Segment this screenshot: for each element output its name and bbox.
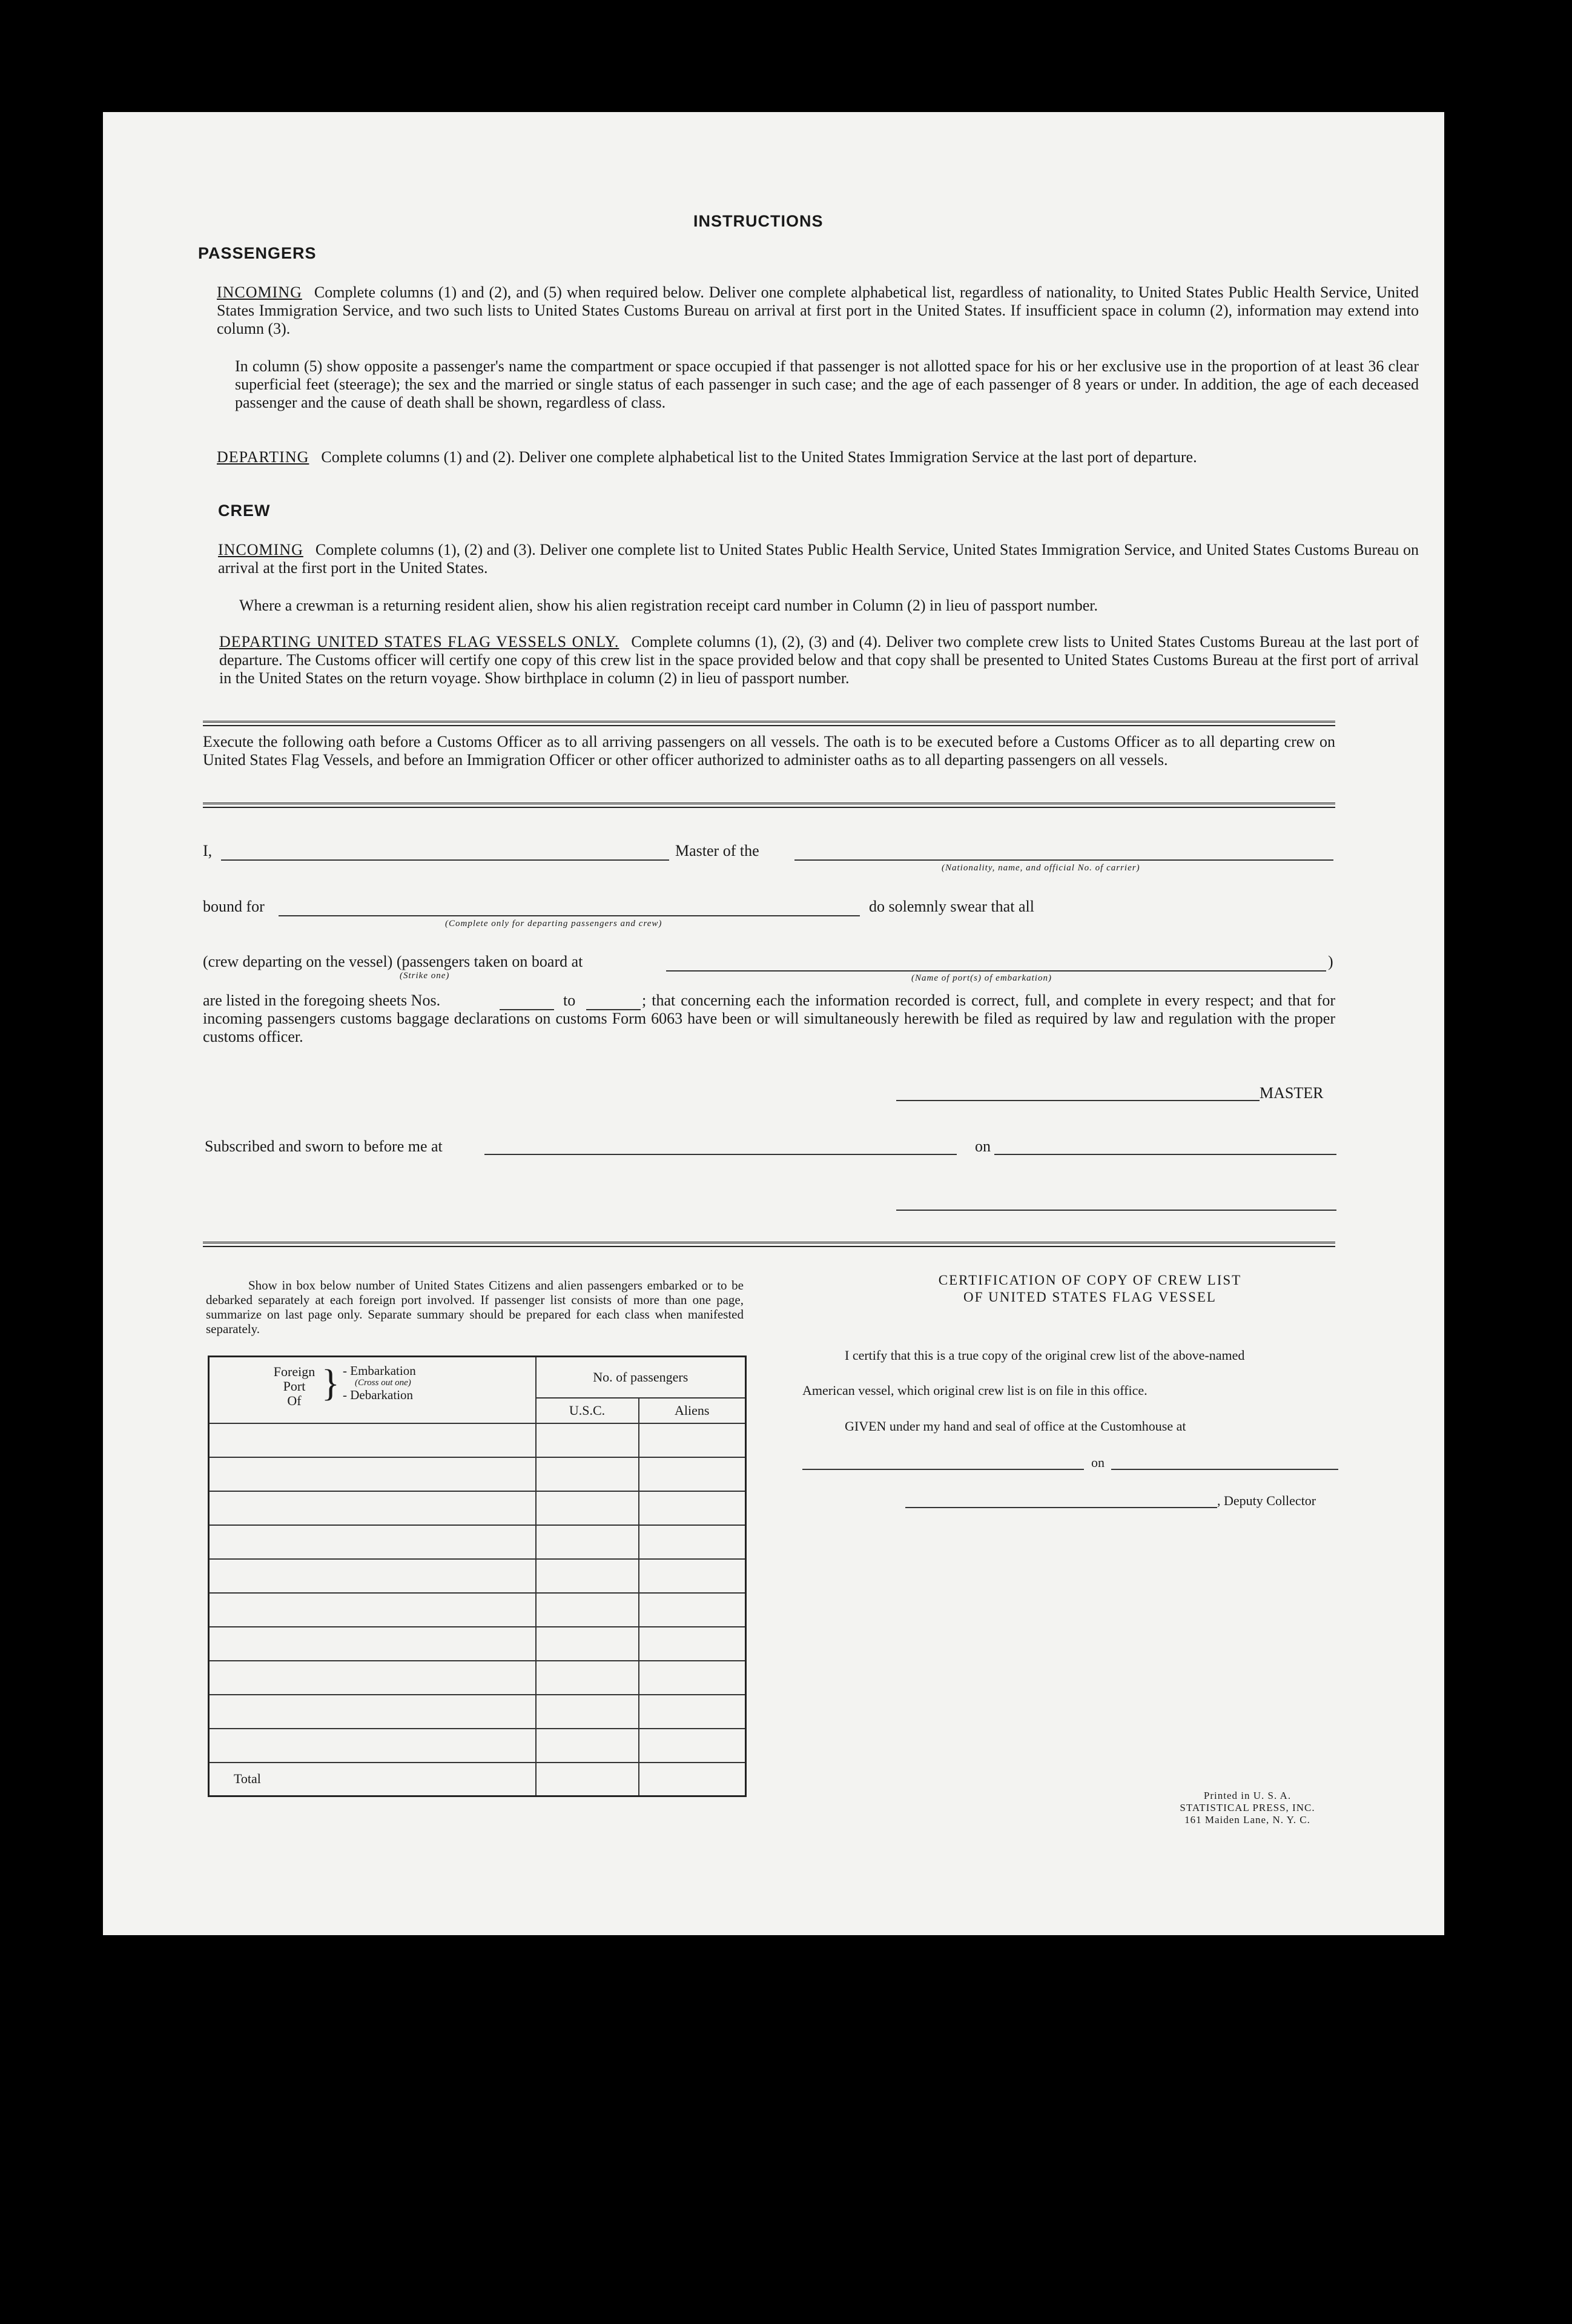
table-row [209,1695,746,1729]
master-of-label: Master of the [675,842,759,859]
usc-cell[interactable] [536,1457,639,1491]
cert-on-label: on [1091,1455,1105,1470]
bound-for-field[interactable] [279,915,860,916]
flag-vessels-paragraph [219,633,1419,687]
port-label: Port [283,1379,306,1394]
deputy-collector-label: , Deputy Collector [1217,1493,1316,1508]
port-cell[interactable] [209,1729,536,1763]
table-row [209,1423,746,1457]
crew-heading: CREW [218,502,271,520]
on-label: on [975,1137,991,1155]
usc-cell[interactable] [536,1627,639,1661]
usc-cell[interactable] [536,1661,639,1695]
form-page [103,112,1444,1935]
certification-heading-line2: OF UNITED STATES FLAG VESSEL [963,1289,1217,1305]
column5-paragraph: In column (5) show opposite a passenger's name the compartment or space occupied if that passenger is not allotted space for his or her exclusive use in the proportion of at least 36 clear superficial feet (steerage); the sex and the married or single status of each passenger in such case; and the age of each passenger of 8 years or under. In addition, the age of each deceased passenger and the cause of death shall be shown, regardless of class. [235,357,1419,411]
cert-date-field[interactable] [1111,1469,1338,1470]
aliens-cell[interactable] [639,1559,746,1593]
usc-cell[interactable] [536,1559,639,1593]
embarkation-port-field[interactable] [666,970,1326,972]
usc-cell[interactable] [536,1491,639,1525]
american-vessel-text: American vessel, which original crew list is on file in this office. [802,1383,1148,1398]
aliens-cell[interactable] [639,1423,746,1457]
aliens-cell[interactable] [639,1457,746,1491]
bound-for-label: bound for [203,898,265,915]
port-cell[interactable] [209,1627,536,1661]
i-label: I, [203,842,213,859]
carrier-field[interactable] [794,859,1333,861]
debarkation-label: - Debarkation [343,1388,414,1402]
imprint-line2: STATISTICAL PRESS, INC. [1180,1802,1315,1813]
aliens-cell[interactable] [639,1525,746,1559]
port-cell[interactable] [209,1695,536,1729]
close-paren: ) [1328,953,1333,970]
table-row [209,1559,746,1593]
departing-caption: (Complete only for departing passengers and crew) [445,919,662,929]
table-row [209,1661,746,1695]
table-row [209,1525,746,1559]
customhouse-field[interactable] [802,1469,1084,1470]
incoming-text: Complete columns (1) and (2), and (5) when required below. Deliver one complete alphabetical list, regardless of nationality, to United States Public Health Service, United States Immigration Service, and two such lists to United States Customs Bureau on arrival at first port in the United States. If insufficient space in column (2), information may extend into column (3). [217,283,1419,337]
port-cell[interactable] [209,1423,536,1457]
aliens-cell[interactable] [639,1593,746,1627]
usc-cell[interactable] [536,1525,639,1559]
aliens-cell[interactable] [639,1627,746,1661]
listed-suffix: ; that concerning each the information recorded is correct, full, and complete in every respect; and that for incoming passengers customs baggage declarations on customs Form 6063 have been or will simultaneously herewith be filed as required by law and regulation with the proper customs officer. [203,992,1335,1045]
port-cell[interactable] [209,1559,536,1593]
cross-out-caption: (Cross out one) [355,1378,411,1388]
departing-label: DEPARTING [217,448,309,466]
table-row [209,1457,746,1491]
crew-incoming-paragraph [218,541,1419,577]
listed-prefix: are listed in the foregoing sheets Nos. [203,992,441,1009]
departing-text: Complete columns (1) and (2). Deliver one complete alphabetical list to the United States Immigration Service at the last port of departure. [321,448,1197,466]
subscribed-text: Subscribed and sworn to before me at [205,1137,443,1155]
master-name-field[interactable] [221,859,669,861]
crew-incoming-text: Complete columns (1), (2) and (3). Deliver one complete list to United States Public Health Service, United States Immigration Service, and United States Customs Bureau on arrival at the first port in the United States. [218,541,1419,577]
table-row [209,1729,746,1763]
crewman-paragraph: Where a crewman is a returning resident alien, show his alien registration receipt card number in Column (2) in lieu of passport number. [239,597,1098,614]
port-cell[interactable] [209,1491,536,1525]
table-row [209,1593,746,1627]
foreign-label: Foreign [273,1364,315,1379]
sworn-date-field[interactable] [994,1154,1336,1155]
aliens-cell[interactable] [639,1661,746,1695]
port-cell[interactable] [209,1457,536,1491]
table-row [209,1627,746,1661]
printer-imprint [1154,1790,1341,1826]
aliens-cell[interactable] [639,1491,746,1525]
master-label: MASTER [1260,1084,1324,1102]
port-header-cell [209,1357,536,1423]
port-cell[interactable] [209,1525,536,1559]
ports-caption: (Name of port(s) of embarkation) [911,973,1052,983]
no-of-passengers-header: No. of passengers [536,1357,746,1398]
passengers-heading: PASSENGERS [198,244,317,262]
imprint-line1: Printed in U. S. A. [1203,1790,1292,1801]
incoming-label: INCOMING [217,283,302,301]
total-label: Total [209,1763,536,1796]
aliens-total-cell[interactable] [639,1763,746,1796]
aliens-header: Aliens [639,1398,746,1423]
port-cell[interactable] [209,1661,536,1695]
divider [203,1242,1335,1247]
passenger-summary-table [208,1356,747,1797]
deputy-signature-field[interactable] [905,1507,1217,1508]
master-signature-field[interactable] [896,1100,1260,1101]
given-text: GIVEN under my hand and seal of office at the Customhouse at [845,1419,1186,1434]
divider [203,803,1335,808]
usc-header: U.S.C. [536,1398,639,1423]
oath-intro: Execute the following oath before a Customs Officer as to all arriving passengers on all vessels. The oath is to be executed before a Customs Officer as to all departing crew on United States Flag Vessels, and before an Immigration Officer or other officer authorized to administer oaths as to all departing passengers on all vessels. [203,733,1335,769]
summary-intro: Show in box below number of United States Citizens and alien passengers embarked or to be debarked separately at each foreign port involved. If passenger list consists of more than one page, summarize on last page only. Separate summary should be prepared for each class when manifested separately. [206,1278,744,1336]
imprint-line3: 161 Maiden Lane, N. Y. C. [1184,1814,1310,1826]
officer-signature-field[interactable] [896,1210,1336,1211]
instructions-title: INSTRUCTIONS [693,212,824,230]
aliens-cell[interactable] [639,1695,746,1729]
table-row [209,1491,746,1525]
total-row [209,1763,746,1796]
of-label: Of [287,1393,302,1408]
flag-vessels-text: Complete columns (1), (2), (3) and (4). Deliver two complete crew lists to United States Customs Bureau at the last port of departure. The Customs officer will certify one copy of this crew list in the space provided below and that copy shall be presented to United States Customs Bureau at the first port of arrival in the United States on the return voyage. Show birthplace in column (2) in lieu of passport number. [219,633,1419,687]
port-cell[interactable] [209,1593,536,1627]
passengers-departing-paragraph [217,448,1419,466]
brace-icon: } [322,1363,340,1404]
sworn-place-field[interactable] [484,1154,957,1155]
usc-cell[interactable] [536,1423,639,1457]
certification-heading [878,1272,1302,1306]
strike-one-caption: (Strike one) [400,971,450,981]
to-label: to [563,992,576,1009]
nationality-caption: (Nationality, name, and official No. of carrier) [942,863,1140,873]
crew-incoming-label: INCOMING [218,541,303,558]
aliens-cell[interactable] [639,1729,746,1763]
solemnly-swear-text: do solemnly swear that all [869,898,1034,915]
usc-cell[interactable] [536,1593,639,1627]
flag-vessels-label: DEPARTING UNITED STATES FLAG VESSELS ONLY. [219,633,619,651]
passengers-incoming-paragraph [217,283,1419,338]
certification-heading-line1: CERTIFICATION OF COPY OF CREW LIST [938,1273,1242,1288]
usc-cell[interactable] [536,1695,639,1729]
crew-departing-text: (crew departing on the vessel) (passengers taken on board at [203,953,583,970]
usc-total-cell[interactable] [536,1763,639,1796]
usc-cell[interactable] [536,1729,639,1763]
certify-text: I certify that this is a true copy of the original crew list of the above-named [845,1348,1245,1363]
divider [203,721,1335,726]
embarkation-label: - Embarkation [343,1363,416,1378]
